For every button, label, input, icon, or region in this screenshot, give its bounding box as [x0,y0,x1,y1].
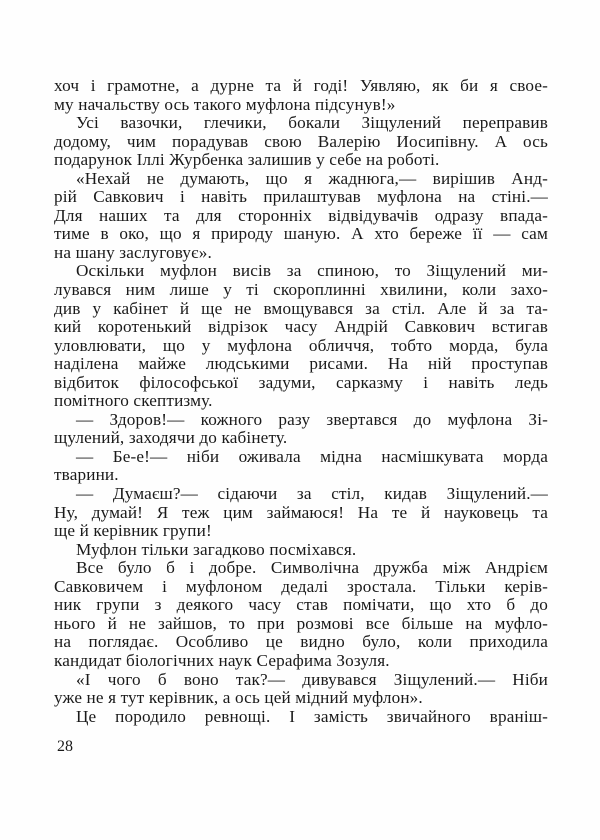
page-number: 28 [57,738,73,755]
text-line: — Здоров!— кожного разу звертався до муфлона Зі- [76,409,548,429]
text-line: ник групи з деякого часу став помічати, що хто б до [54,595,548,615]
text-line: нього й не зайшов, то при розмові все більше на муфло- [54,613,548,633]
text-line: подарунок Іллі Журбенка залишив у себе на роботі. [54,150,440,170]
text-line: рій Савкович і навіть прилаштував муфлона на стіні.— [54,187,548,207]
text-line: уловлювати, що у муфлона обличчя, тобто морда, була [54,335,548,355]
text-line: му начальству ось такого муфлона підсунув!» [54,94,396,114]
text-line: лувався ним лише у ті скороплинні хвилини, коли захо- [54,280,548,300]
text-line: щулений, заходячи до кабінету. [54,428,288,448]
text-line: помітного скептизму. [54,391,213,411]
text-line: Оскільки муфлон висів за спиною, то Зіщулений ми- [76,261,548,281]
text-line: — Бе-е!— ніби оживала мідна насмішкувата морда [76,446,548,466]
text-line: Савковичем і муфлоном дедалі зростала. Тільки керів- [54,576,548,596]
text-line: Це породило ревнощі. І замість звичайного враніш- [76,706,548,726]
text-line: тварини. [54,465,119,485]
text-line: уже не я тут керівник, а ось цей мідний муфлон». [54,688,423,708]
text-line: додому, чим порадував свою Валерію Иосипівну. А ось [54,131,548,151]
text-line: відбиток філософської задуми, сарказму і навіть ледь [54,372,548,392]
text-line: тиме в око, що я природу шаную. А хто береже її — сам [54,224,548,244]
text-line: «Нехай не думають, що я жаднюга,— вирішив Анд- [76,168,548,188]
text-line: Для наших та для сторонніх відвідувачів одразу впада- [54,205,548,225]
text-line: на шану заслуговує». [54,242,212,262]
text-line: на поглядає. Особливо це видно було, коли приходила [54,632,548,652]
text-line: див у кабінет й ще не вмощувався за стіл. Але й за та- [54,298,548,318]
page-body-text [54,77,548,726]
text-line: Муфлон тільки загадково посміхався. [76,539,357,559]
text-line: Все було б і добре. Символічна дружба між Андрієм [76,558,548,578]
text-line: «І чого б воно так?— дивувався Зіщулений.— Ніби [76,669,548,689]
text-line: — Думаєш?— сідаючи за стіл, кидав Зіщулений.— [76,484,548,504]
text-line: ще й керівник групи! [54,521,212,541]
text-line: хоч і грамотне, а дурне та й годі! Уявляю, як би я свое- [54,76,548,95]
text-line: наділена майже людськими рисами. На ній проступав [54,354,548,374]
text-line: кандидат біологічних наук Серафима Зозуля. [54,650,390,670]
text-line: кий коротенький відрізок часу Андрій Савкович встигав [54,317,548,337]
text-line: Ну, думай! Я теж цим займаюся! На те й науковець та [54,502,548,522]
text-line: Усі вазочки, глечики, бокали Зіщулений переправив [76,113,548,133]
